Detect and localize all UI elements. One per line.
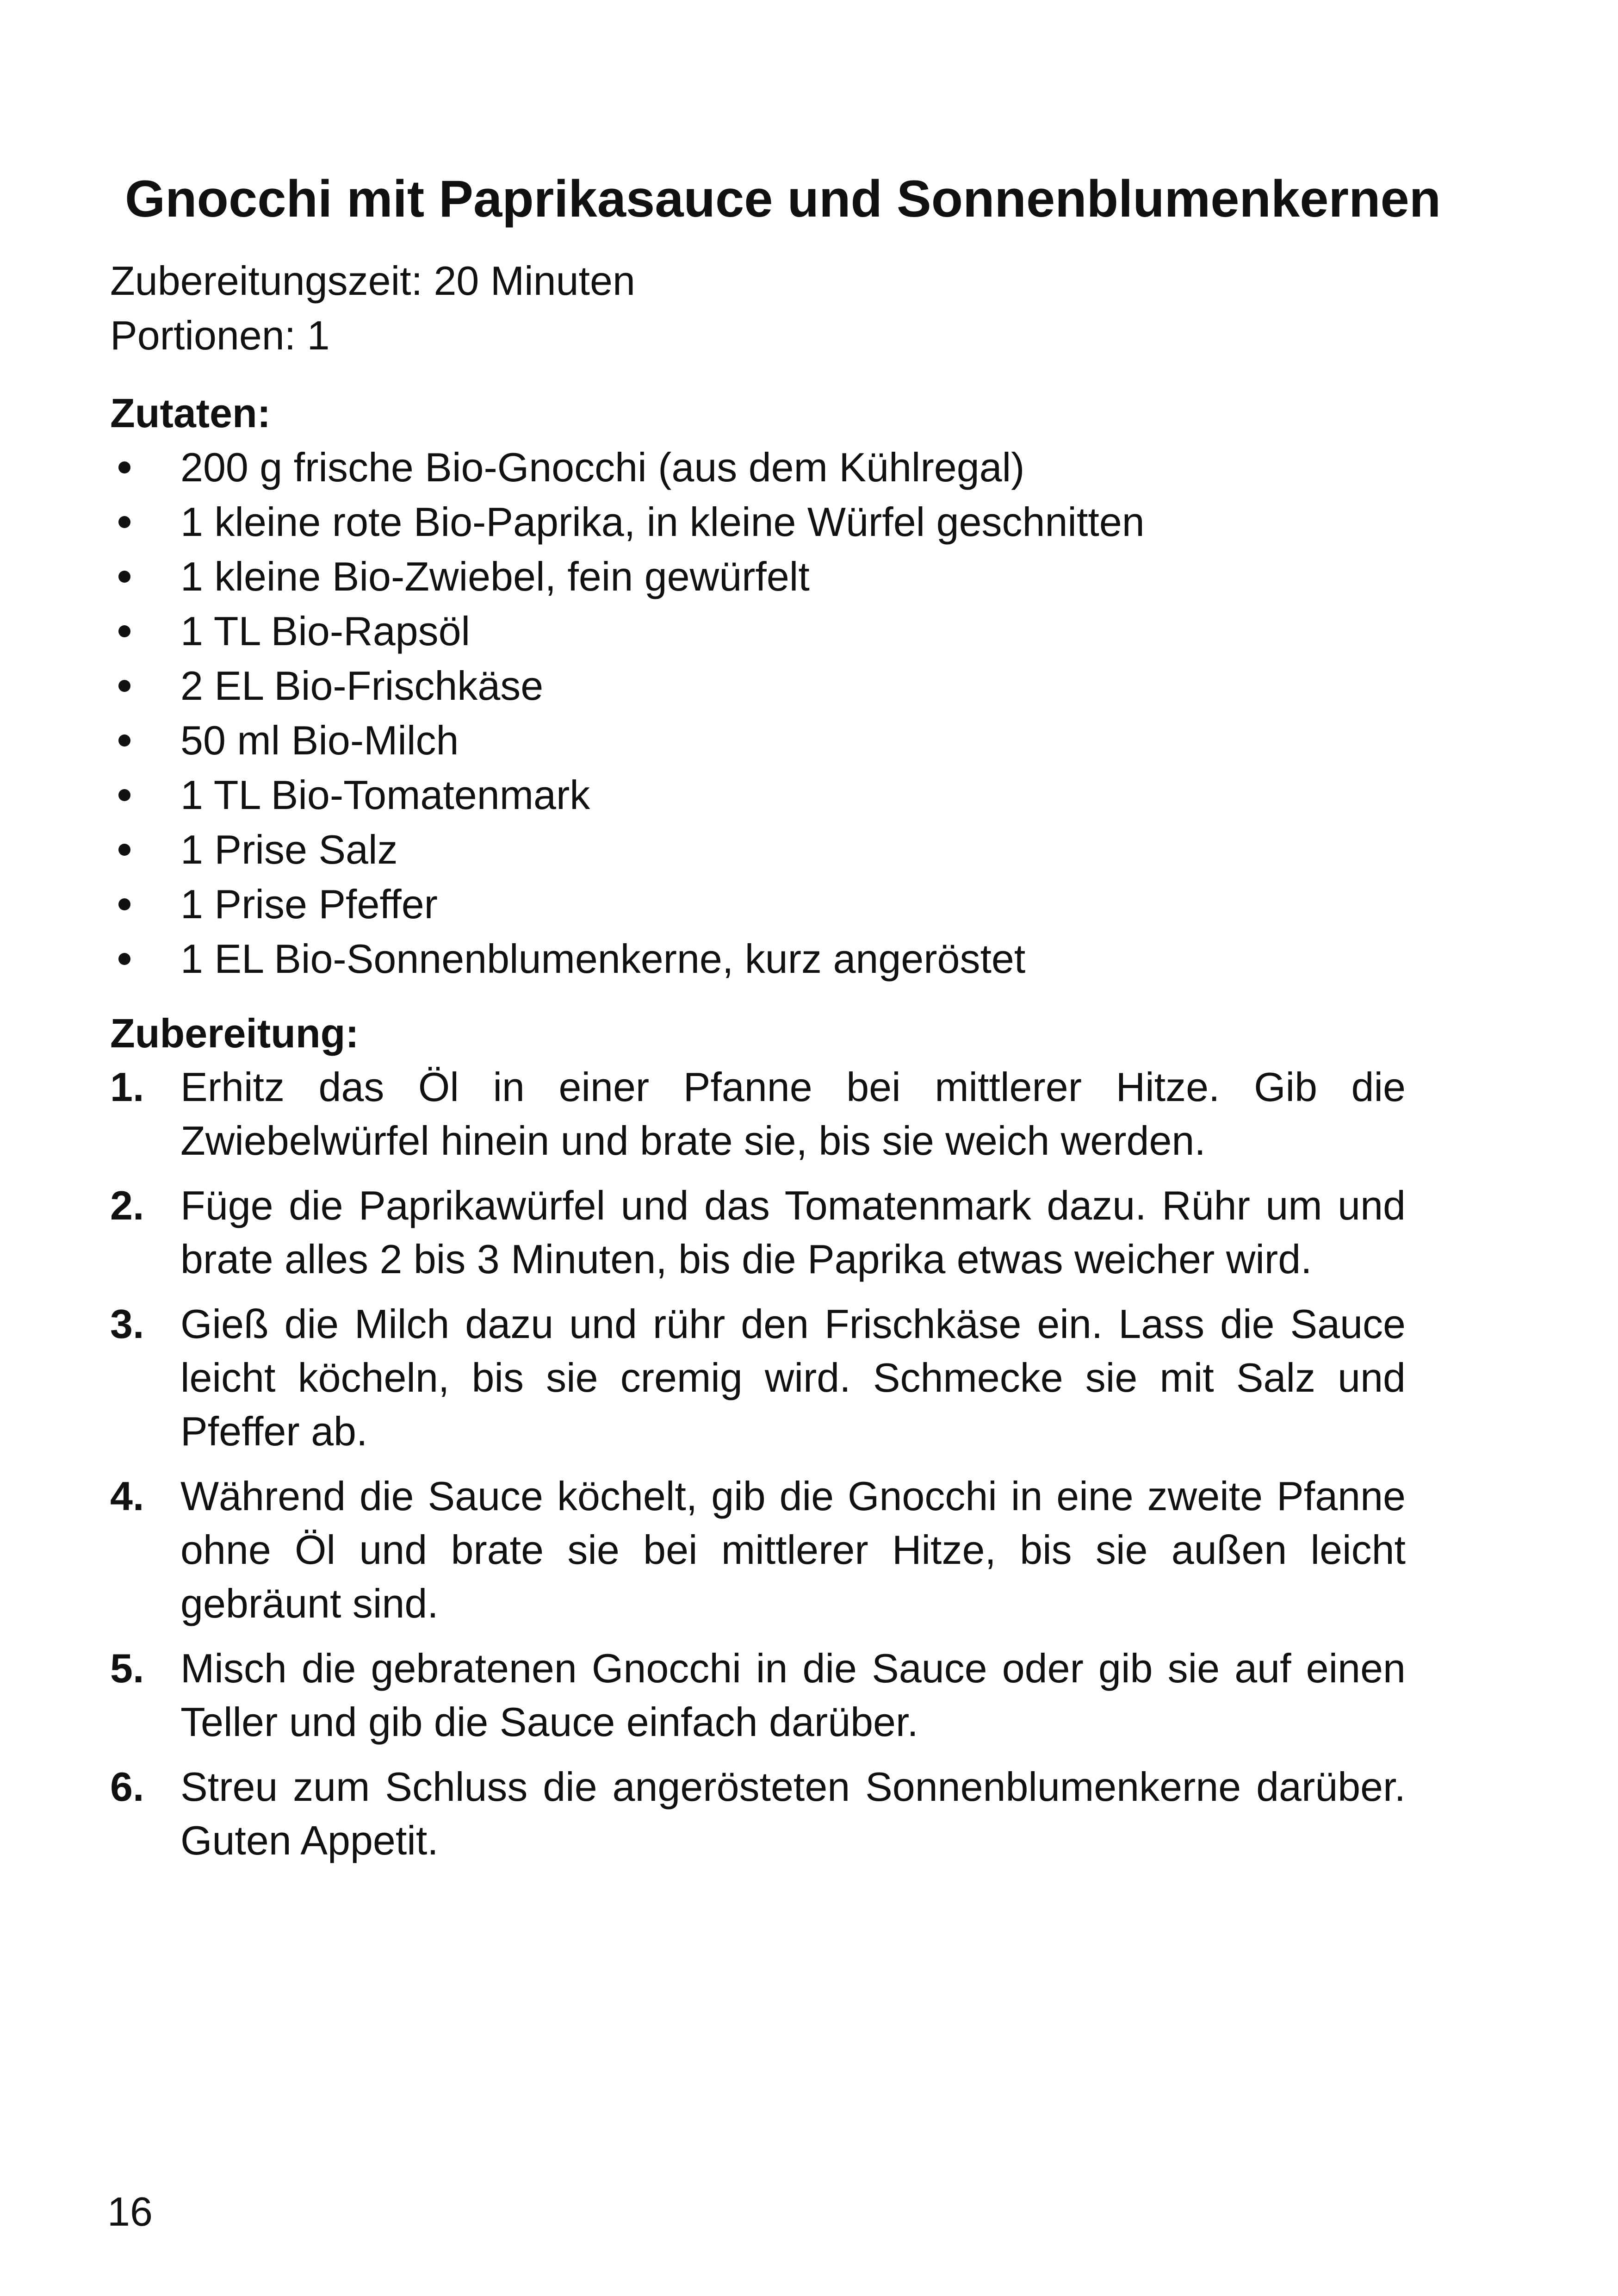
bullet-icon xyxy=(118,571,130,583)
ingredient-item xyxy=(110,495,1452,549)
preparation-heading: Zubereitung: xyxy=(110,1010,359,1056)
portions: Portionen: 1 xyxy=(110,312,330,358)
step-text: Misch die gebratenen Gnocchi in die Sauce oder gib sie auf einen Teller und gib die Sauce einfach darüber. xyxy=(180,1645,1406,1745)
recipe-meta xyxy=(110,254,1406,363)
ingredient-text: 1 TL Bio-Tomatenmark xyxy=(180,772,590,818)
ingredient-item xyxy=(110,822,1452,877)
bullet-icon xyxy=(118,625,130,637)
bullet-icon xyxy=(118,953,130,965)
bullet-icon xyxy=(118,734,130,747)
page-number: 16 xyxy=(107,2189,153,2234)
ingredient-list xyxy=(110,440,1452,986)
step-item xyxy=(110,1179,1406,1286)
ingredient-item xyxy=(110,713,1452,768)
ingredient-text: 1 EL Bio-Sonnenblumenkerne, kurz angeröstet xyxy=(180,936,1026,982)
step-item xyxy=(110,1469,1406,1630)
ingredient-text: 200 g frische Bio-Gnocchi (aus dem Kühlregal) xyxy=(180,444,1025,490)
step-number: 5. xyxy=(110,1645,144,1691)
step-text: Erhitz das Öl in einer Pfanne bei mittlerer Hitze. Gib die Zwiebelwürfel hinein und brate sie, bis sie weich werden. xyxy=(180,1064,1406,1164)
ingredient-item xyxy=(110,877,1452,932)
ingredient-text: 1 TL Bio-Rapsöl xyxy=(180,608,471,654)
ingredient-item xyxy=(110,440,1452,495)
step-number: 1. xyxy=(110,1064,144,1110)
ingredient-item xyxy=(110,932,1452,986)
step-text: Während die Sauce köchelt, gib die Gnocchi in eine zweite Pfanne ohne Öl und brate sie bei mittlerer Hitze, bis sie außen leicht gebräunt sind. xyxy=(180,1473,1406,1626)
ingredient-text: 50 ml Bio-Milch xyxy=(180,717,459,763)
ingredient-text: 1 Prise Pfeffer xyxy=(180,881,438,927)
bullet-icon xyxy=(118,898,130,910)
ingredient-text: 2 EL Bio-Frischkäse xyxy=(180,663,544,709)
bullet-icon xyxy=(118,789,130,801)
step-item xyxy=(110,1642,1406,1749)
step-text: Streu zum Schluss die angerösteten Sonnenblumenkerne darüber. Guten Appetit. xyxy=(180,1764,1406,1863)
ingredient-text: 1 kleine rote Bio-Paprika, in kleine Würfel geschnitten xyxy=(180,499,1145,545)
step-number: 6. xyxy=(110,1764,144,1810)
ingredient-item xyxy=(110,659,1452,713)
step-number: 4. xyxy=(110,1473,144,1519)
ingredients-heading: Zutaten: xyxy=(110,390,271,436)
step-item xyxy=(110,1297,1406,1458)
ingredient-text: 1 Prise Salz xyxy=(180,827,398,872)
bullet-icon xyxy=(118,844,130,856)
ingredient-item xyxy=(110,549,1452,604)
ingredient-item xyxy=(110,768,1452,822)
step-number: 2. xyxy=(110,1182,144,1228)
recipe-title: Gnocchi mit Paprikasauce und Sonnenblumenkernen xyxy=(125,170,1441,228)
bullet-icon xyxy=(118,680,130,692)
step-number: 3. xyxy=(110,1301,144,1347)
ingredient-text: 1 kleine Bio-Zwiebel, fein gewürfelt xyxy=(180,554,810,599)
step-item xyxy=(110,1060,1406,1168)
bullet-icon xyxy=(118,461,130,473)
step-item xyxy=(110,1760,1406,1867)
bullet-icon xyxy=(118,516,130,528)
ingredient-item xyxy=(110,604,1452,659)
step-text: Gieß die Milch dazu und rühr den Frischkäse ein. Lass die Sauce leicht köcheln, bis sie cremig wird. Schmecke sie mit Salz und Pfeffer ab. xyxy=(180,1301,1406,1454)
preparation-steps xyxy=(110,1060,1406,1879)
prep-time: Zubereitungszeit: 20 Minuten xyxy=(110,258,635,304)
step-text: Füge die Paprikawürfel und das Tomatenmark dazu. Rühr um und brate alles 2 bis 3 Minuten, bis die Paprika etwas weicher wird. xyxy=(180,1182,1406,1282)
